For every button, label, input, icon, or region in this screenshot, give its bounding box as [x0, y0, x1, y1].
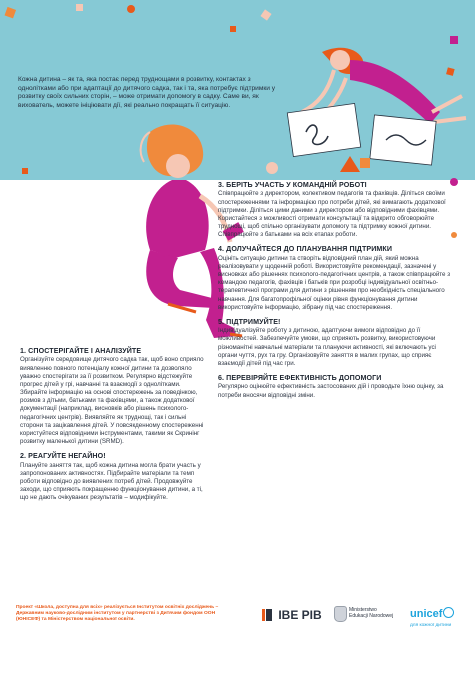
confetti-shape [260, 9, 271, 20]
confetti-shape [22, 168, 28, 174]
triangle-shape [340, 156, 360, 172]
section-title: 6. ПЕРЕВІРЯЙТЕ ЕФЕКТИВНІСТЬ ДОПОМОГИ [218, 374, 382, 383]
section-paragraph: Плануйте заняття так, щоб кожна дитина могла брати участь у запропонованих активностях. Підбирайте матеріали та темп роботи відповідно до виявлених потреб дітей. Продовжуйте заходи, що сприяють покращенню функціонування дитини, а ті, що не дають очікуваних результатів – модифікуйте. [20, 461, 203, 502]
square-shape [360, 158, 370, 168]
ministry-logo[interactable] [334, 604, 394, 628]
ibe-logo[interactable] [262, 608, 322, 622]
confetti-shape [230, 26, 236, 32]
confetti-shape [5, 7, 17, 19]
confetti-shape [127, 5, 135, 13]
section-paragraph: Регулярно оцінюйте ефективність застосованих дій і проводьте їхню оцінку, за потреби вносячи відповідні зміни. [218, 383, 444, 399]
section-title: 3. БЕРІТЬ УЧАСТЬ У КОМАНДНІЙ РОБОТІ [218, 181, 367, 189]
project-text: Проект «Школа, доступна для всіх» реалізується Інститутом освітніх досліджень – Державним науково-дослідним інститутом у партнерстві з Дитячим фондом ООН (ЮНІСЕФ) та Міністерством національної освіти. [16, 605, 219, 623]
section-title: 1. СПОСТЕРІГАЙТЕ І АНАЛІЗУЙТЕ [20, 347, 142, 355]
intro-text: Кожна дитина – як та, яка постає перед труднощами в розвитку, контактах з однолітками або при адаптації до дитячого садка, так і та, яка потребує підтримки у розвитку своїх сильних сторін, – може отримати допомогу в садку. Саме ви, як вихователь, можете ініціювати дії, які реально покращать її ситуацію. [18, 76, 276, 109]
section-paragraph: Індивідуалізуйте роботу з дитиною, адаптуючи вимоги відповідно до її можливостей. Забезпечуйте умови, що сприяють розвитку, використовуючи різноманітні навчальні матеріали та плануючи активності, які включають усі органи чуття, рух та гру. Організовуйте заняття в малих групах, що сприяє взаємодії дітей під час гри. [218, 327, 436, 367]
unicef-logo-text: unicef [410, 608, 443, 620]
eagle-emblem-icon [334, 606, 347, 622]
right-column [218, 181, 456, 406]
confetti-shape [76, 4, 83, 11]
footer [0, 595, 475, 673]
section-paragraph: Співпрацюйте з директором, колективом педагогів та фахівців. Діліться своїми спостереженнями та інформацією про потреби дітей, які вимагають додаткової підтримки. Діліться цими даними з директором або відповідними фахівцями. Користайтеся з можливості отримати консультації та відкрито обговорюйте труднощі, щоб спільно організувати допомогу та підтримку кожної дитини. Співпрацюйте з батьками на всіх етапах роботи. [218, 190, 446, 239]
ibe-logo-icon [262, 609, 272, 621]
unicef-subtitle: для кожної дитини [410, 623, 452, 628]
circle-shape [266, 162, 278, 174]
drawing-paper [287, 103, 360, 156]
section-paragraph: Організуйте середовище дитячого садка так, щоб воно сприяло виявленню повного потенціалу кожної дитини та дозволяло уважно спостерігати за її розвитком. Регулярно відстежуйте прогрес дітей у грі, навчанні та взаємодії з однолітками. Збирайте інформацію на основі спостережень за поведінкою, розмов з дітьми, батьками та фахівцями, а також додаткової документації (наприклад, висновків або рішень психолого-педагогічних центрів). Виявляйте як труднощі, так і сильні сторони та зацікавлення дітей. У повсякденному спостереженні користуйтеся відповідними інструментами, такими як Скринінг розвитку маленької дитини (SRMD). [20, 356, 204, 445]
confetti-shape [446, 67, 455, 76]
left-column [20, 347, 206, 508]
unicef-globe-icon [443, 607, 454, 618]
section-title: 2. РЕАГУЙТЕ НЕГАЙНО! [20, 452, 106, 461]
ministry-logo-text: Ministerstwo Edukacji Narodowej [349, 607, 394, 619]
section-title: 4. ДОЛУЧАЙТЕСЯ ДО ПЛАНУВАННЯ ПІДТРИМКИ [218, 245, 393, 254]
drawing-paper [370, 115, 436, 165]
section-title: 5. ПІДТРИМУЙТЕ! [218, 317, 281, 326]
section-paragraph: Оцініть ситуацію дитини та створіть відповідний план дій, який можна реалізовувати у щоденній роботі. Використовуйте рекомендації, зазначені у висновках або рішеннях психолого-педагогічних центрів, а також співпрацюйте з командою педагогів, фахівців і батьків при розробці індивідуальної освітньо-терапевтичної програми для дитини з рішенням про необхідність спеціального навчання. Для багатопрофільної оцінки рівня функціонування дитини використовуйте інформацію, зібрану під час спостереження. [218, 254, 451, 311]
ibe-logo-text: IBE PIB [278, 608, 322, 622]
confetti-shape [450, 36, 458, 44]
unicef-logo[interactable] [410, 604, 468, 628]
